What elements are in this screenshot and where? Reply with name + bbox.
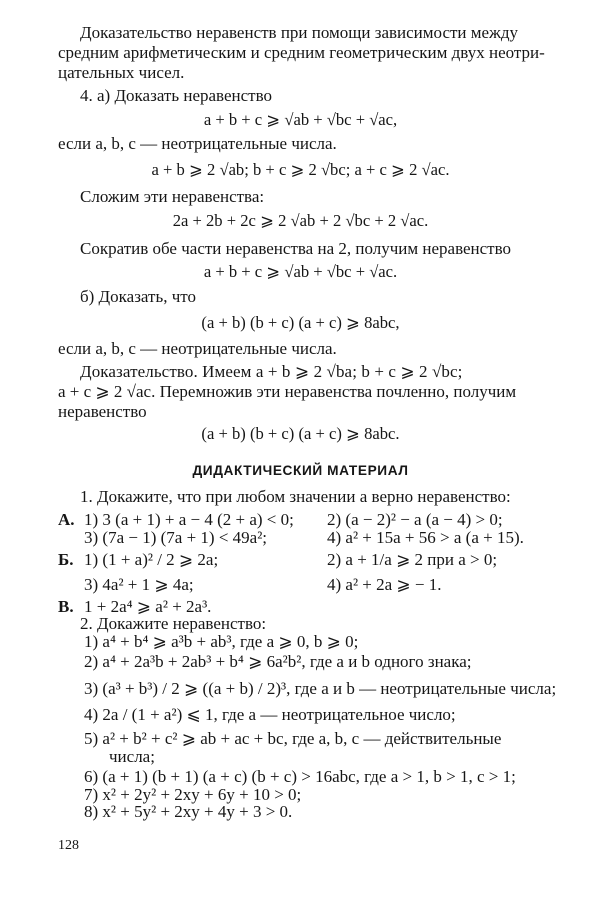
inequality-a-result: a + b + c ⩾ √ab + √bc + √ac. bbox=[203, 262, 398, 281]
exercise-2-item-3: 3) (a³ + b³) / 2 ⩾ ((a + b) / 2)³, где a и b — неотрицательные числа; bbox=[84, 679, 557, 698]
exercise-2-item-2: 2) a⁴ + 2a³b + 2ab³ + b⁴ ⩾ 6a²b², где a и b одного знака; bbox=[84, 652, 472, 671]
inequality-b: (a + b) (b + c) (a + c) ⩾ 8abc, bbox=[201, 313, 400, 332]
exercise-a3: 3) (7a − 1) (7a + 1) < 49a²; bbox=[84, 528, 268, 547]
three-inequalities: a + b ⩾ 2 √ab; b + c ⩾ 2 √bc; a + c ⩾ 2 √ac. bbox=[151, 160, 450, 179]
exercise-2-item-7: 7) x² + 2y² + 2xy + 6y + 10 > 0; bbox=[84, 785, 302, 804]
group-a-label: А. bbox=[58, 510, 75, 529]
page-number: 128 bbox=[58, 838, 79, 853]
exercise-b2: 2) a + 1/a ⩾ 2 при a > 0; bbox=[327, 550, 498, 569]
exercise-2-item-1: 1) a⁴ + b⁴ ⩾ a³b + ab³, где a ⩾ 0, b ⩾ 0; bbox=[84, 632, 359, 651]
exercise-2-title: 2. Докажите неравенство: bbox=[80, 614, 267, 633]
sum-inequality: 2a + 2b + 2c ⩾ 2 √ab + 2 √bc + 2 √ac. bbox=[172, 211, 429, 230]
exercise-2-item-6: 6) (a + 1) (b + 1) (a + c) (b + c) > 16abc, где a > 1, b > 1, c > 1; bbox=[84, 767, 516, 786]
inequality-a: a + b + c ⩾ √ab + √bc + √ac, bbox=[203, 110, 398, 129]
add-text: Сложим эти неравенства: bbox=[80, 187, 265, 206]
intro-line-1: Доказательство неравенств при помощи зависимости между bbox=[80, 23, 518, 42]
exercise-2-item-8: 8) x² + 5y² + 2xy + 4y + 3 > 0. bbox=[84, 802, 293, 821]
exercise-2-item-4: 4) 2a / (1 + a²) ⩽ 1, где a — неотрицательное число; bbox=[84, 705, 456, 724]
exercise-1-title: 1. Докажите, что при любом значении a верно неравенство: bbox=[80, 487, 511, 506]
proof-line-3: неравенство bbox=[58, 402, 147, 421]
task-4a-statement: 4. а) Доказать неравенство bbox=[80, 86, 272, 105]
reduce-text: Сократив обе части неравенства на 2, получим неравенство bbox=[80, 239, 512, 258]
intro-line-3: цательных чисел. bbox=[58, 63, 185, 82]
exercise-2-item-5: 5) a² + b² + c² ⩾ ab + ac + bc, где a, b, c — действительные bbox=[84, 729, 502, 748]
exercise-a2: 2) (a − 2)² − a (a − 4) > 0; bbox=[327, 510, 503, 529]
exercise-a1: 1) 3 (a + 1) + a − 4 (2 + a) < 0; bbox=[84, 510, 294, 529]
intro-line-2: средним арифметическим и средним геометрическим двух неотри- bbox=[58, 43, 545, 62]
task-4b-statement: б) Доказать, что bbox=[80, 287, 196, 306]
exercise-2-item-5-cont: числа; bbox=[109, 747, 155, 766]
exercise-c1: 1 + 2a⁴ ⩾ a² + 2a³. bbox=[84, 597, 212, 616]
condition-2: если a, b, c — неотрицательные числа. bbox=[58, 339, 337, 358]
exercise-a4: 4) a² + 15a + 56 > a (a + 15). bbox=[327, 528, 524, 547]
exercise-b1: 1) (1 + a)² / 2 ⩾ 2a; bbox=[84, 550, 219, 569]
inequality-b-result: (a + b) (b + c) (a + c) ⩾ 8abc. bbox=[201, 424, 400, 443]
section-heading: ДИДАКТИЧЕСКИЙ МАТЕРИАЛ bbox=[192, 463, 409, 478]
proof-line-1: Доказательство. Имеем a + b ⩾ 2 √ba; b + c ⩾ 2 √bc; bbox=[80, 362, 463, 381]
exercise-b4: 4) a² + 2a ⩾ − 1. bbox=[327, 575, 442, 594]
proof-line-2: a + c ⩾ 2 √ac. Перемножив эти неравенства почленно, получим bbox=[58, 382, 517, 401]
group-c-label: В. bbox=[58, 597, 74, 616]
group-b-label: Б. bbox=[58, 550, 74, 569]
exercise-b3: 3) 4a² + 1 ⩾ 4a; bbox=[84, 575, 194, 594]
condition-1: если a, b, c — неотрицательные числа. bbox=[58, 134, 337, 153]
